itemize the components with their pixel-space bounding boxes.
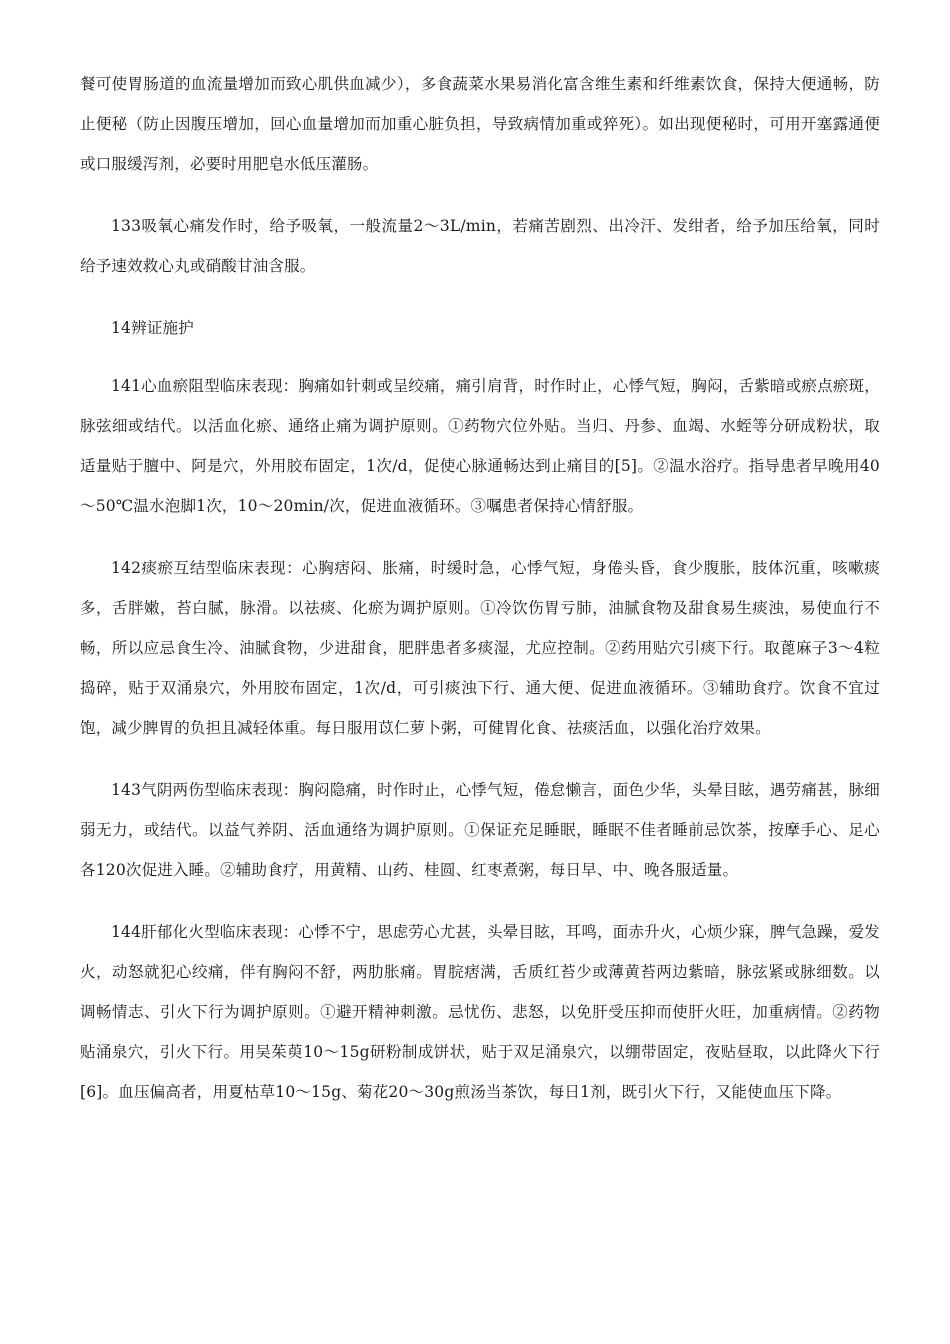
paragraph-qi-yin-deficiency: 143气阴两伤型临床表现：胸闷隐痛，时作时止，心悸气短，倦怠懒言，面色少华，头晕目眩，遇劳痛甚，脉细弱无力，或结代。以益气养阴、活血通络为调护原则。①保证充足睡眠，睡眠不佳者睡前忌饮茶，按摩手心、足心各120次促进入睡。②辅助食疗，用黄精、山药、桂圆、红枣煮粥，每日早、中、晚各服适量。 [80,781,880,879]
paragraph-diet-continuation: 餐可使胃肠道的血流量增加而致心肌供血减少），多食蔬菜水果易消化富含维生素和纤维素饮食，保持大便通畅，防止便秘（防止因腹压增加，回心血量增加而加重心脏负担，导致病情加重或猝死）。如出现便秘时，可用开塞露通便或口服缓泻剂，必要时用肥皂水低压灌肠。 [80,75,880,173]
section-heading-syndrome-care: 14辨证施护 [111,319,194,337]
paragraph-phlegm-stasis: 142痰瘀互结型临床表现：心胸痞闷、胀痛，时缓时急，心悸气短，身倦头昏，食少腹胀，肢体沉重，咳嗽痰多，舌胖嫩，苔白腻，脉滑。以祛痰、化瘀为调护原则。①冷饮伤胃亏肺，油腻食物及甜食易生痰浊，易使血行不畅，所以应忌食生冷、油腻食物，少进甜食，肥胖患者多痰湿，尤应控制。②药用贴穴引痰下行。取蓖麻子3～4粒捣碎，贴于双涌泉穴，外用胶布固定，1次/d，可引痰浊下行、通大便、促进血液循环。③辅助食疗。饮食不宜过饱，减少脾胃的负担且减轻体重。每日服用苡仁萝卜粥，可健胃化食、祛痰活血，以强化治疗效果。 [80,559,880,737]
paragraph-oxygen: 133吸氧心痛发作时，给予吸氧，一般流量2～3L/min，若痛苦剧烈、出冷汗、发绀者，给予加压给氧，同时给予速效救心丸或硝酸甘油含服。 [80,217,880,275]
paragraph-blood-stasis: 141心血瘀阻型临床表现：胸痛如针刺或呈绞痛，痛引肩背，时作时止，心悸气短，胸闷，舌紫暗或瘀点瘀斑，脉弦细或结代。以活血化瘀、通络止痛为调护原则。①药物穴位外贴。当归、丹参、血竭、水蛭等分研成粉状，取适量贴于膻中、阿是穴，外用胶布固定，1次/d，促使心脉通畅达到止痛目的[5]。②温水浴疗。指导患者早晚用40～50℃温水泡脚1次，10～20min/次，促进血液循环。③嘱患者保持心情舒服。 [80,377,880,515]
document-page [80,64,880,1134]
paragraph-liver-fire: 144肝郁化火型临床表现：心悸不宁，思虑劳心尤甚，头晕目眩，耳鸣，面赤升火，心烦少寐，脾气急躁，爱发火，动怒就犯心绞痛，伴有胸闷不舒，两肋胀痛。胃脘痞满，舌质红苔少或薄黄苔两边紫暗，脉弦紧或脉细数。以调畅情志、引火下行为调护原则。①避开精神刺激。忌忧伤、悲怒，以免肝受压抑而使肝火旺，加重病情。②药物贴涌泉穴，引火下行。用吴茱萸10～15g研粉制成饼状，贴于双足涌泉穴，以绷带固定，夜贴昼取，以此降火下行[6]。血压偏高者，用夏枯草10～15g、菊花20～30g煎汤当茶饮，每日1剂，既引火下行，又能使血压下降。 [80,923,880,1101]
